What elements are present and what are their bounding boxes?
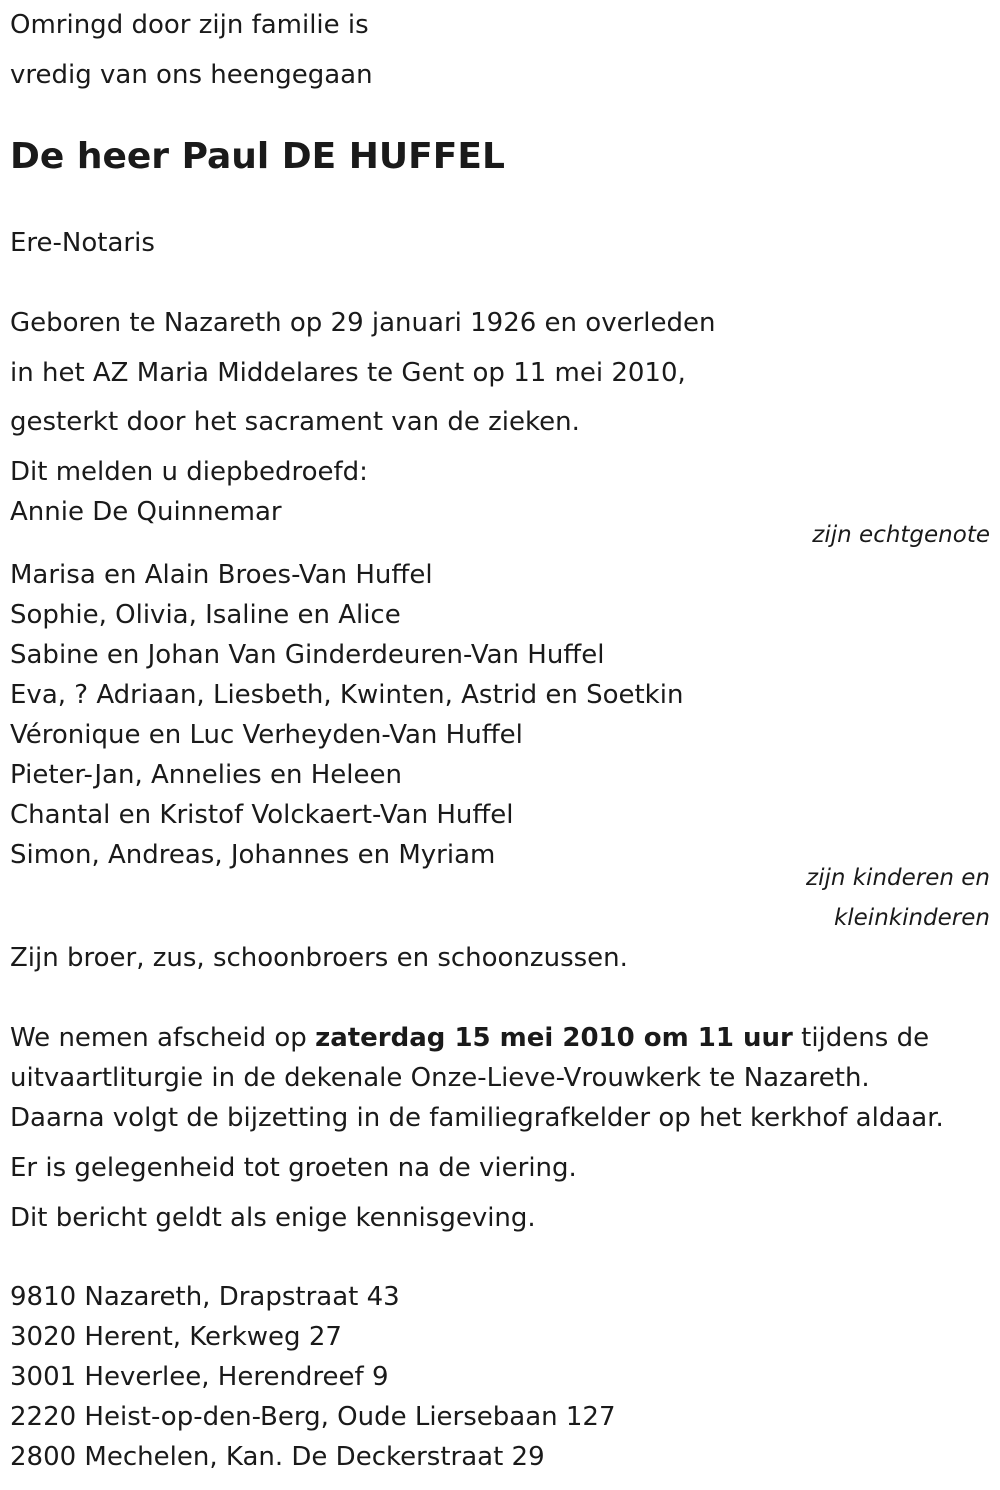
family-line: Véronique en Luc Verheyden-Van Huffel	[10, 720, 523, 750]
spouse-name: Annie De Quinnemar	[10, 497, 282, 527]
family-line: Chantal en Kristof Volckaert-Van Huffel	[10, 800, 514, 830]
family-line: Simon, Andreas, Johannes en Myriam	[10, 840, 496, 870]
children-role: zijn kinderen en	[806, 865, 990, 891]
farewell-suffix: tijdens de	[792, 1023, 930, 1053]
children-role: kleinkinderen	[833, 905, 990, 931]
intro-line: vredig van ons heengegaan	[10, 60, 373, 90]
spouse-role: zijn echtgenote	[812, 522, 990, 548]
farewell-date: zaterdag 15 mei 2010 om 11 uur	[315, 1023, 793, 1053]
farewell-line: uitvaartliturgie in de dekenale Onze-Lieve-Vrouwkerk te Nazareth.	[10, 1063, 870, 1093]
deceased-name: De heer Paul DE HUFFEL	[10, 136, 505, 177]
announcement: Dit melden u diepbedroefd:	[10, 457, 368, 487]
intro-line: Omringd door zijn familie is	[10, 10, 369, 40]
notice-line: Dit bericht geldt als enige kennisgeving.	[10, 1203, 536, 1233]
address-line: 2800 Mechelen, Kan. De Deckerstraat 29	[10, 1442, 545, 1472]
greeting-line: Er is gelegenheid tot groeten na de viering.	[10, 1153, 577, 1183]
family-line: Marisa en Alain Broes-Van Huffel	[10, 560, 433, 590]
family-line: Sabine en Johan Van Ginderdeuren-Van Huffel	[10, 640, 605, 670]
birth-line: Geboren te Nazareth op 29 januari 1926 en overleden	[10, 308, 716, 338]
birth-line: in het AZ Maria Middelares te Gent op 11 mei 2010,	[10, 358, 686, 388]
farewell-prefix: We nemen afscheid op	[10, 1023, 316, 1053]
address-line: 3001 Heverlee, Herendreef 9	[10, 1362, 389, 1392]
farewell-line: Daarna volgt de bijzetting in de familiegrafkelder op het kerkhof aldaar.	[10, 1103, 944, 1133]
birth-line: gesterkt door het sacrament van de zieken.	[10, 407, 580, 437]
profession: Ere-Notaris	[10, 228, 155, 258]
address-line: 3020 Herent, Kerkweg 27	[10, 1322, 342, 1352]
address-line: 9810 Nazareth, Drapstraat 43	[10, 1282, 400, 1312]
family-line: Eva, ? Adriaan, Liesbeth, Kwinten, Astrid en Soetkin	[10, 680, 684, 710]
farewell-line	[10, 1021, 929, 1055]
family-line: Sophie, Olivia, Isaline en Alice	[10, 600, 401, 630]
siblings-line: Zijn broer, zus, schoonbroers en schoonzussen.	[10, 943, 628, 973]
family-line: Pieter-Jan, Annelies en Heleen	[10, 760, 402, 790]
address-line: 2220 Heist-op-den-Berg, Oude Liersebaan 127	[10, 1402, 616, 1432]
